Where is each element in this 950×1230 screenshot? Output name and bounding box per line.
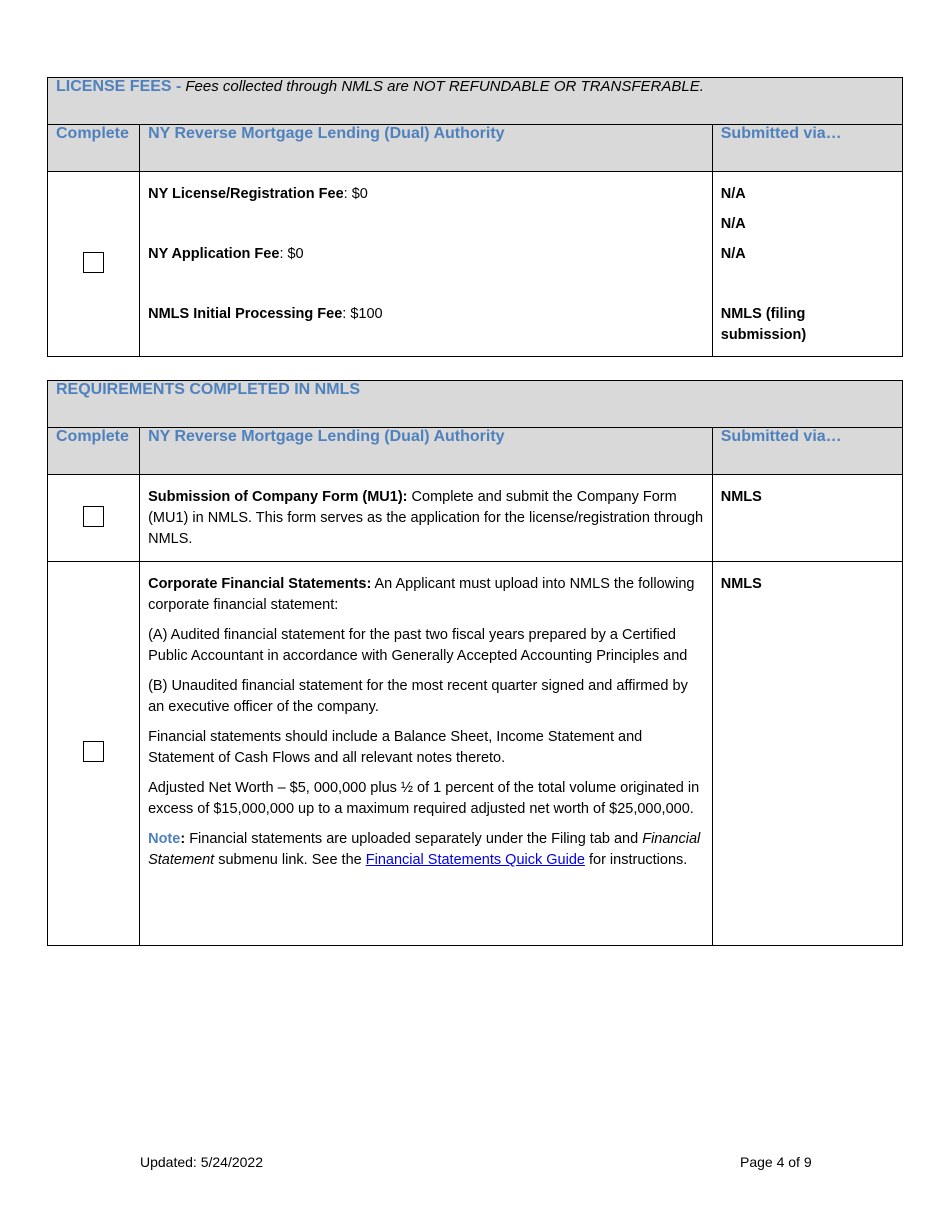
license-fees-table [47,77,903,357]
note-label: Note [148,831,181,847]
financial-intro [148,574,704,616]
mu1-description [148,487,704,550]
requirements-header-row [48,428,903,475]
license-fees-row [48,172,903,357]
mu1-description-cell [140,475,713,562]
fee-item-application [148,244,704,265]
submitted-nmls-submission: submission) [720,327,807,343]
mu1-submitted: NMLS [720,489,762,505]
financial-description-cell [140,562,713,946]
financial-submitted-cell [712,562,902,946]
license-fees-title-cell [48,78,903,125]
note-italic-text: Financial Statement [148,831,701,868]
fee-value: : $0 [279,246,304,262]
requirements-title-row [48,381,903,428]
financial-para-d: Adjusted Net Worth – $5, 000,000 plus ½ of 1 percent of the total volume originated in excess of $15,000,000 up to a maximum required adjusted net worth of $25,000,000. [148,780,700,817]
license-fees-subtitle: Fees collected through NMLS are NOT REFUNDABLE OR TRANSFERABLE. [185,78,704,95]
complete-cell [48,172,140,357]
financial-para-b: (B) Unaudited financial statement for the most recent quarter signed and affirmed by an executive officer of the company. [148,678,688,715]
complete-cell [48,475,140,562]
license-fees-header-row [48,125,903,172]
note-colon: : [180,831,186,847]
submitted-na-3: N/A [720,246,746,262]
fees-items-cell [140,172,713,357]
header-submitted: Submitted via… [712,428,902,475]
financial-label: Corporate Financial Statements: [148,576,372,592]
financial-para-c: Financial statements should include a Balance Sheet, Income Statement and Statement of Cash Flows and all relevant notes thereto. [148,729,643,766]
mu1-row [48,475,903,562]
financial-statements-quick-guide-link[interactable]: Financial Statements Quick Guide [365,852,585,868]
submitted-nmls-filing: NMLS (filing [720,306,806,322]
fee-label: NMLS Initial Processing Fee [148,306,343,322]
license-fees-title-row [48,78,903,125]
requirements-table [47,380,903,946]
fee-item-license [148,184,704,205]
header-complete: Complete [48,125,140,172]
financial-para-a: (A) Audited financial statement for the past two fiscal years prepared by a Certified Public Accountant in accordance with Generally Accepted Accounting Principles and [148,627,688,664]
fees-submitted-cell [712,172,902,357]
mu1-label: Submission of Company Form (MU1): [148,489,408,505]
header-authority: NY Reverse Mortgage Lending (Dual) Authority [140,428,713,475]
header-submitted: Submitted via… [712,125,902,172]
fee-value: : $100 [342,306,383,322]
header-complete: Complete [48,428,140,475]
financial-intro-text: An Applicant must upload into NMLS the following corporate financial statement: [148,576,695,613]
mu1-submitted-cell [712,475,902,562]
submitted-na-2: N/A [720,216,746,232]
note-text: for instructions. [584,852,688,868]
fees-complete-checkbox[interactable] [83,252,104,273]
mu1-complete-checkbox[interactable] [83,506,104,527]
footer-page-number: Page 4 of 9 [740,1154,812,1170]
requirements-title: REQUIREMENTS COMPLETED IN NMLS [56,381,361,398]
financial-note [148,829,704,871]
fee-value: : $0 [343,186,368,202]
requirements-title-cell [48,381,903,428]
header-authority: NY Reverse Mortgage Lending (Dual) Authority [140,125,713,172]
complete-cell [48,562,140,946]
financial-submitted: NMLS [720,576,762,592]
note-text: submenu link. See the [214,852,366,868]
license-fees-title: LICENSE FEES - [56,78,182,95]
mu1-text: Complete and submit the Company Form (MU1) in NMLS. This form serves as the application for the license/registration through NMLS. [148,489,704,547]
fee-label: NY Application Fee [148,246,280,262]
fee-label: NY License/Registration Fee [148,186,344,202]
note-text: Financial statements are uploaded separately under the Filing tab and [185,831,643,847]
fee-item-processing [148,304,704,325]
financial-row [48,562,903,946]
submitted-na-1: N/A [720,186,746,202]
footer-updated: Updated: 5/24/2022 [140,1154,263,1170]
financial-complete-checkbox[interactable] [83,741,104,762]
